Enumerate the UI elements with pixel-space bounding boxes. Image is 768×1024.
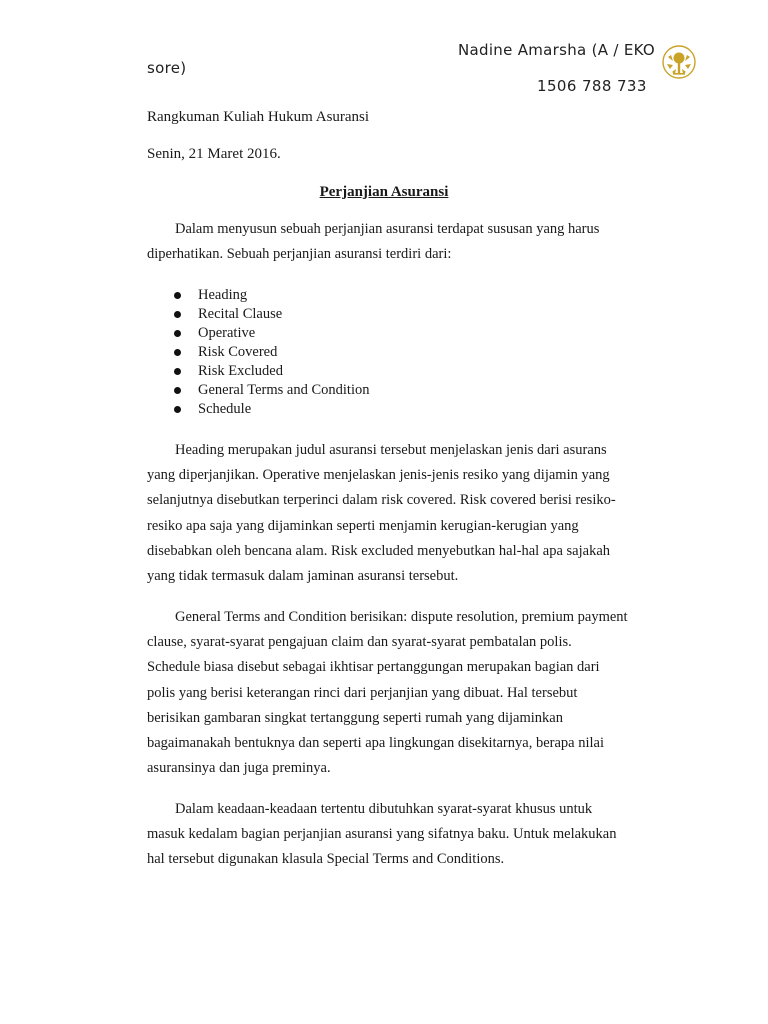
bullet-icon — [174, 311, 181, 318]
paragraph-line: General Terms and Condition berisikan: dispute resolution, premium payment — [175, 609, 628, 625]
general-terms-paragraph — [147, 605, 667, 781]
list-item-label: General Terms and Condition — [198, 382, 370, 398]
university-emblem-icon — [662, 45, 696, 79]
document-title: Rangkuman Kuliah Hukum Asuransi — [147, 109, 370, 125]
list-item-label: Risk Covered — [198, 344, 278, 360]
author-name-continued: sore) — [147, 59, 187, 77]
paragraph-line: selanjutnya disebutkan terperinci dalam risk covered. Risk covered berisi resiko- — [147, 492, 616, 509]
paragraph-line: Dalam menyusun sebuah perjanjian asuransi terdapat sususan yang harus — [175, 221, 600, 237]
bullet-icon — [174, 330, 181, 337]
paragraph-line: Schedule biasa disebut sebagai ikhtisar pertanggungan merupakan bagian dari — [147, 659, 600, 676]
paragraph-line: Dalam keadaan-keadaan tertentu dibutuhkan syarat-syarat khusus untuk — [175, 801, 593, 817]
paragraph-line: yang tidak termasuk dalam jaminan asuransi tersebut. — [147, 567, 459, 584]
list-item-label: Schedule — [198, 401, 252, 417]
paragraph-line: resiko apa saja yang dijaminkan seperti menjamin kerugian-kerugian yang — [147, 517, 579, 534]
special-terms-paragraph — [147, 797, 667, 873]
bullet-icon — [174, 349, 181, 356]
list-item — [147, 305, 369, 324]
list-item — [147, 400, 369, 419]
paragraph-line: asuransinya dan juga preminya. — [147, 760, 331, 777]
list-item — [147, 324, 369, 343]
paragraph-line: hal tersebut digunakan klasula Special Terms and Conditions. — [147, 851, 505, 868]
paragraph-line: polis yang berisi keterangan rinci dari perjanjian yang dibuat. Hal tersebut — [147, 684, 578, 701]
student-id: 1506 788 733 — [537, 77, 647, 95]
list-item-label: Heading — [198, 287, 248, 303]
list-item-label: Operative — [198, 325, 256, 341]
document-date: Senin, 21 Maret 2016. — [147, 146, 281, 162]
intro-paragraph — [147, 217, 667, 267]
paragraph-line: Heading merupakan judul asuransi tersebut menjelaskan jenis dari asurans — [175, 442, 607, 458]
paragraph-line: masuk kedalam bagian perjanjian asuransi yang sifatnya baku. Untuk melakukan — [147, 826, 617, 843]
list-item-label: Recital Clause — [198, 306, 283, 322]
heading-explanation-paragraph — [147, 438, 667, 589]
paragraph-line: disebabkan oleh bencana alam. Risk excluded menyebutkan hal-hal apa sajakah — [147, 542, 611, 559]
paragraph-line: berisikan gambaran singkat tertanggung seperti rumah yang dijaminkan — [147, 709, 563, 726]
list-item — [147, 381, 369, 400]
list-item — [147, 286, 369, 305]
paragraph-line: bagaimanakah bentuknya dan seperti apa lingkungan disekitarnya, berapa nilai — [147, 734, 604, 751]
section-heading: Perjanjian Asuransi — [319, 184, 449, 200]
bullet-icon — [174, 368, 181, 375]
paragraph-line: yang diperjanjikan. Operative menjelaskan jenis-jenis resiko yang dijamin yang — [147, 467, 610, 484]
bullet-icon — [174, 406, 181, 413]
list-item — [147, 362, 369, 381]
bullet-icon — [174, 292, 181, 299]
paragraph-line: clause, syarat-syarat pengajuan claim dan syarat-syarat pembatalan polis. — [147, 634, 572, 651]
author-name: Nadine Amarsha (A / EKO — [458, 41, 656, 59]
list-item-label: Risk Excluded — [198, 363, 283, 379]
list-item — [147, 343, 369, 362]
components-list — [147, 286, 369, 419]
paragraph-line: diperhatikan. Sebuah perjanjian asuransi terdiri dari: — [147, 246, 452, 263]
bullet-icon — [174, 387, 181, 394]
